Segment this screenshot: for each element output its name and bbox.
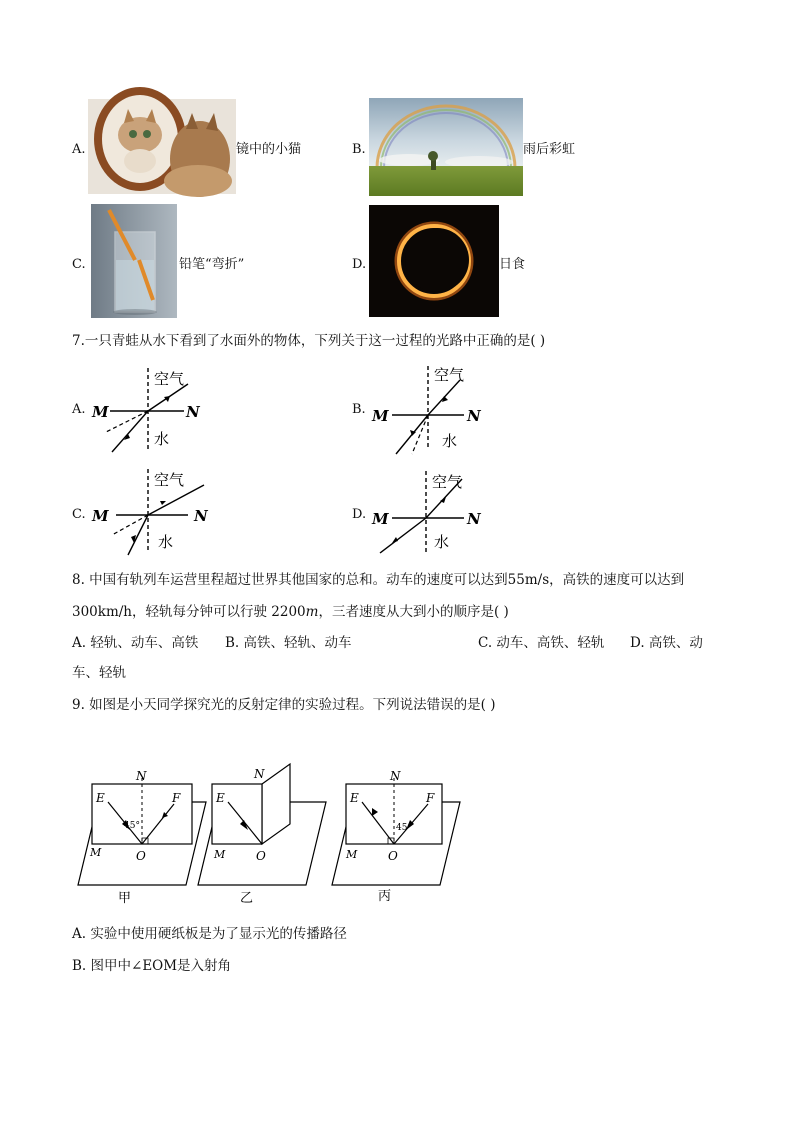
svg-text:N: N <box>467 407 481 425</box>
q8-option-c[interactable]: C. 动车、高铁、轻轨 <box>478 635 605 651</box>
label-air: 空气 <box>154 370 185 388</box>
figure-bing <box>332 769 460 904</box>
svg-text:F: F <box>426 791 435 805</box>
q8-option-d[interactable]: D. 高铁、动 <box>630 635 703 651</box>
q6-option-d-caption: 日食 <box>499 257 526 272</box>
q9-option-b[interactable]: B. 图甲中∠EOM是入射角 <box>72 958 232 974</box>
q6-option-a-letter: A. <box>72 142 86 157</box>
q9-figure <box>74 760 474 910</box>
svg-text:甲: 甲 <box>118 891 132 906</box>
svg-text:M: M <box>90 846 102 859</box>
q7-option-c-letter: C. <box>72 507 86 522</box>
q7-option-c-diagram <box>88 463 213 558</box>
svg-text:M: M <box>92 507 109 525</box>
q7-option-a-diagram <box>88 362 198 457</box>
svg-text:M: M <box>372 510 389 528</box>
q6-option-a-caption: 镜中的小猫 <box>236 142 302 157</box>
q9-stem: 9. 如图是小天同学探究光的反射定律的实验过程。下列说法错误的是( ) <box>72 697 496 713</box>
svg-text:E: E <box>96 791 105 805</box>
q6-option-b-letter: B. <box>352 142 366 157</box>
q7-option-d-letter: D. <box>352 507 367 522</box>
svg-text:空气: 空气 <box>154 471 185 489</box>
q7-option-b-diagram <box>368 360 483 455</box>
svg-text:空气: 空气 <box>432 473 463 491</box>
svg-text:M: M <box>214 848 226 861</box>
svg-text:丙: 丙 <box>378 889 392 904</box>
q7-option-b-letter: B. <box>352 402 366 417</box>
figure-yi <box>198 764 326 906</box>
svg-text:N: N <box>194 507 208 525</box>
svg-text:N: N <box>390 769 401 783</box>
svg-text:M: M <box>346 848 358 861</box>
q6-option-c-letter: C. <box>72 257 86 272</box>
svg-text:E: E <box>350 791 359 805</box>
label-water: 水 <box>154 430 170 448</box>
cat-mirror-photo <box>88 99 236 194</box>
q8-stem-line1: 8. 中国有轨列车运营里程超过世界其他国家的总和。动车的速度可以达到55m/s，高铁的速度可以达到 <box>72 572 685 588</box>
svg-text:空气: 空气 <box>434 366 465 384</box>
q8-option-d-wrap: 车、轻轨 <box>72 665 126 681</box>
q7-option-d-diagram <box>368 465 488 560</box>
svg-text:水: 水 <box>434 533 450 551</box>
svg-text:N: N <box>136 769 147 783</box>
figure-jia <box>78 769 206 906</box>
svg-text:M: M <box>372 407 389 425</box>
q7-option-a-letter: A. <box>72 402 86 417</box>
svg-text:F: F <box>172 791 181 805</box>
rainbow-photo <box>369 98 523 196</box>
svg-text:水: 水 <box>158 533 174 551</box>
svg-text:乙: 乙 <box>240 891 254 906</box>
q6-option-c-caption: 铅笔“弯折” <box>179 257 245 272</box>
svg-text:45°: 45° <box>124 821 140 831</box>
q8-option-b[interactable]: B. 高铁、轻轨、动车 <box>225 635 352 651</box>
svg-text:45°: 45° <box>396 823 412 833</box>
svg-text:O: O <box>256 849 266 863</box>
pencil-glass-photo <box>91 204 177 318</box>
solar-eclipse-photo <box>369 205 499 317</box>
label-m: M <box>92 403 109 421</box>
svg-text:N: N <box>467 510 481 528</box>
q9-option-a[interactable]: A. 实验中使用硬纸板是为了显示光的传播路径 <box>72 926 347 942</box>
svg-text:E: E <box>216 791 225 805</box>
q7-stem: 7.一只青蛙从水下看到了水面外的物体，下列关于这一过程的光路中正确的是( ) <box>72 333 546 349</box>
q6-option-b-caption: 雨后彩虹 <box>523 142 576 157</box>
svg-text:水: 水 <box>442 432 458 450</box>
label-n: N <box>186 403 200 421</box>
q6-option-d-letter: D. <box>352 257 367 272</box>
svg-text:O: O <box>136 849 146 863</box>
q8-stem-line2: 300km/h，轻轨每分钟可以行驶 2200m，三者速度从大到小的顺序是( ) <box>72 604 509 620</box>
q8-option-a[interactable]: A. 轻轨、动车、高铁 <box>72 635 199 651</box>
svg-text:N: N <box>254 767 265 781</box>
svg-text:O: O <box>388 849 398 863</box>
